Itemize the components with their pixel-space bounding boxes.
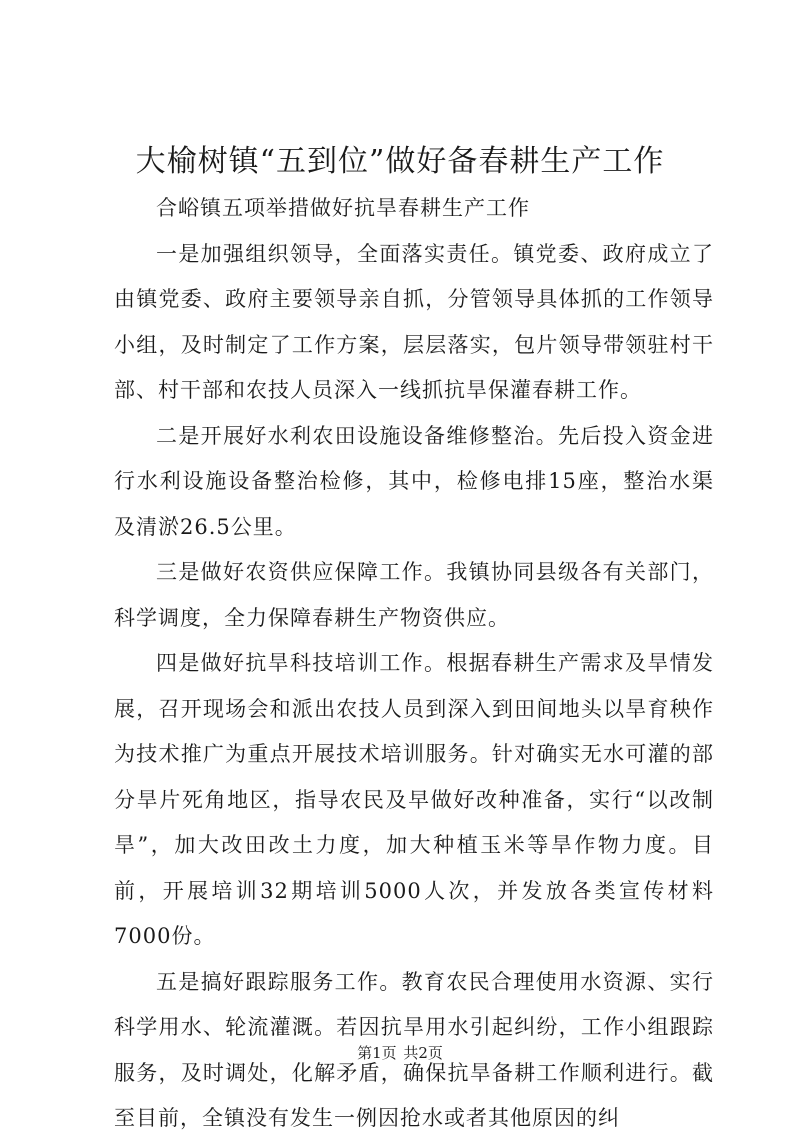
document-title: 大榆树镇“五到位”做好备春耕生产工作: [135, 144, 665, 179]
paragraph-4: 四是做好抗旱科技培训工作。根据春耕生产需求及旱情发展，召开现场会和派出农技人员到深入到田间地头以旱育秧作为技术推广为重点开展技术培训服务。针对确实无水可灌的部分旱片死角地区，指导农民及早做好改种准备，实行“以改制旱”，加大改田改土力度，加大种植玉米等旱作物力度。目前，开展培训32期培训5000人次，并发放各类宣传材料7000份。: [114, 651, 714, 948]
paragraph-5: 五是搞好跟踪服务工作。教育农民合理使用水资源、实行科学用水、轮流灌溉。若因抗旱用水引起纠纷，工作小组跟踪服务，及时调处，化解矛盾，确保抗旱备耕工作顺利进行。截至目前，全镇没有发生一例因抢水或者其他原因的纠: [114, 969, 714, 1130]
paragraph-3: 三是做好农资供应保障工作。我镇协同县级各有关部门，科学调度，全力保障春耕生产物资供应。: [114, 560, 714, 630]
page-total: 共2页: [403, 1044, 443, 1062]
page-number: 第1页: [357, 1044, 397, 1062]
paragraph-subtitle: 合峪镇五项举措做好抗旱春耕生产工作: [156, 196, 530, 220]
paragraph-2: 二是开展好水利农田设施设备维修整治。先后投入资金进行水利设施设备整治检修，其中，检修电排15座，整治水渠及清淤26.5公里。: [114, 423, 714, 539]
paragraph-1: 一是加强组织领导，全面落实责任。镇党委、政府成立了由镇党委、政府主要领导亲自抓，分管领导具体抓的工作领导小组，及时制定了工作方案，层层落实，包片领导带领驻村干部、村干部和农技人员深入一线抓抗旱保灌春耕工作。: [114, 241, 714, 402]
document-body: [114, 186, 714, 1142]
page-footer: [0, 1043, 800, 1063]
